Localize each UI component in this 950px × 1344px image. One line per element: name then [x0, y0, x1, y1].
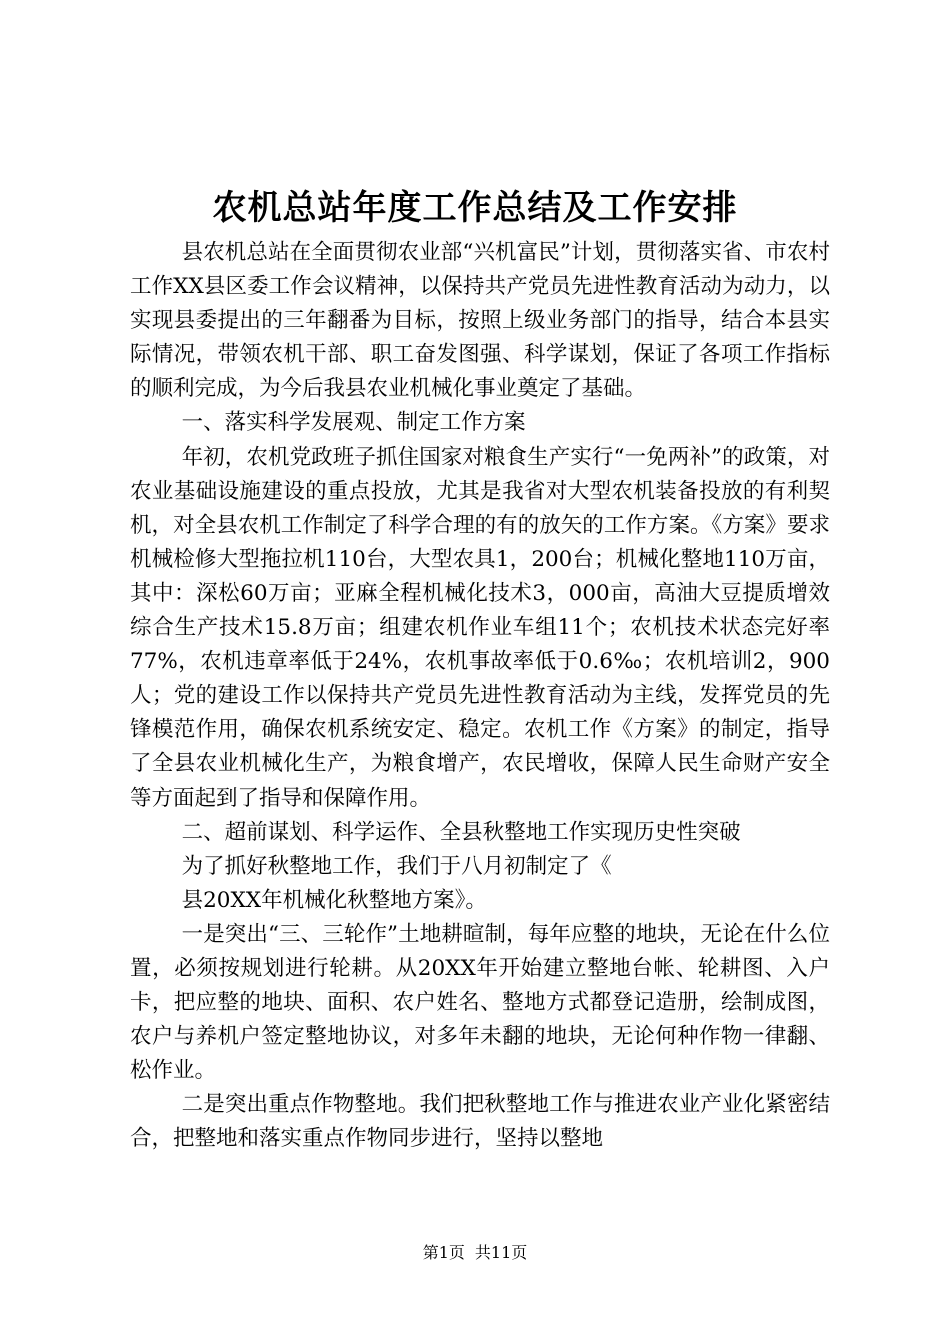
paragraph-intro: 县农机总站在全面贯彻农业部“兴机富民”计划，贯彻落实省、市农村工作XX县区委工作会议精神，以保持共产党员先进性教育活动为动力，以实现县委提出的三年翻番为目标，按照上级业务部门的指导，结合本县实际情况，带领农机干部、职工奋发图强、科学谋划，保证了各项工作指标的顺利完成，为今后我县农业机械化事业奠定了基础。 — [130, 240, 830, 402]
section-heading-2: 二、超前谋划、科学运作、全县秋整地工作实现历史性突破 — [181, 819, 741, 845]
page-total: 共11页 — [474, 1243, 528, 1262]
paragraph-plan-title: 县20XX年机械化秋整地方案》。 — [181, 887, 487, 913]
paragraph-plan: 年初，农机党政班子抓住国家对粮食生产实行“一免两补”的政策，对农业基础设施建设的重点投放，尤其是我省对大型农机装备投放的有利契机，对全县农机工作制定了科学合理的有的放矢的工作方案。《方案》要求机械检修大型拖拉机110台，大型农具1，200台；机械化整地110万亩，其中：深松60万亩；亚麻全程机械化技术3，000亩，高油大豆提质增效综合生产技术15.8万亩；组建农机作业车组11个；农机技术状态完好率77%，农机违章率低于24%，农机事故率低于0.6‰；农机培训2，900人；党的建设工作以保持共产党员先进性教育活动为主线，发挥党员的先锋模范作用，确保农机系统安定、稳定。农机工作《方案》的制定，指导了全县农业机械化生产，为粮食增产，农民增收，保障人民生命财产安全等方面起到了指导和保障作用。 — [130, 444, 830, 811]
document-body — [130, 236, 830, 1157]
paragraph-rotation: 一是突出“三、三轮作”土地耕暄制，每年应整的地块，无论在什么位置，必须按规划进行轮耕。从20XX年开始建立整地台帐、轮耕图、入户卡，把应整的地块、面积、农户姓名、整地方式都登记造册，绘制成图，农户与养机户签定整地协议，对多年未翻的地块，无论何种作物一律翻、松作业。 — [130, 921, 830, 1084]
paragraph-autumn-plan: 为了抓好秋整地工作，我们于八月初制定了《 — [181, 853, 612, 879]
section-heading-1: 一、落实科学发展观、制定工作方案 — [181, 410, 526, 436]
document-title: 农机总站年度工作总结及工作安排 — [212, 188, 738, 228]
page-number: 第1页 — [422, 1243, 465, 1262]
page-footer — [0, 1242, 950, 1264]
paragraph-key-crops: 二是突出重点作物整地。我们把秋整地工作与推进农业产业化紧密结合，把整地和落实重点作物同步进行，坚持以整地 — [130, 1092, 830, 1152]
